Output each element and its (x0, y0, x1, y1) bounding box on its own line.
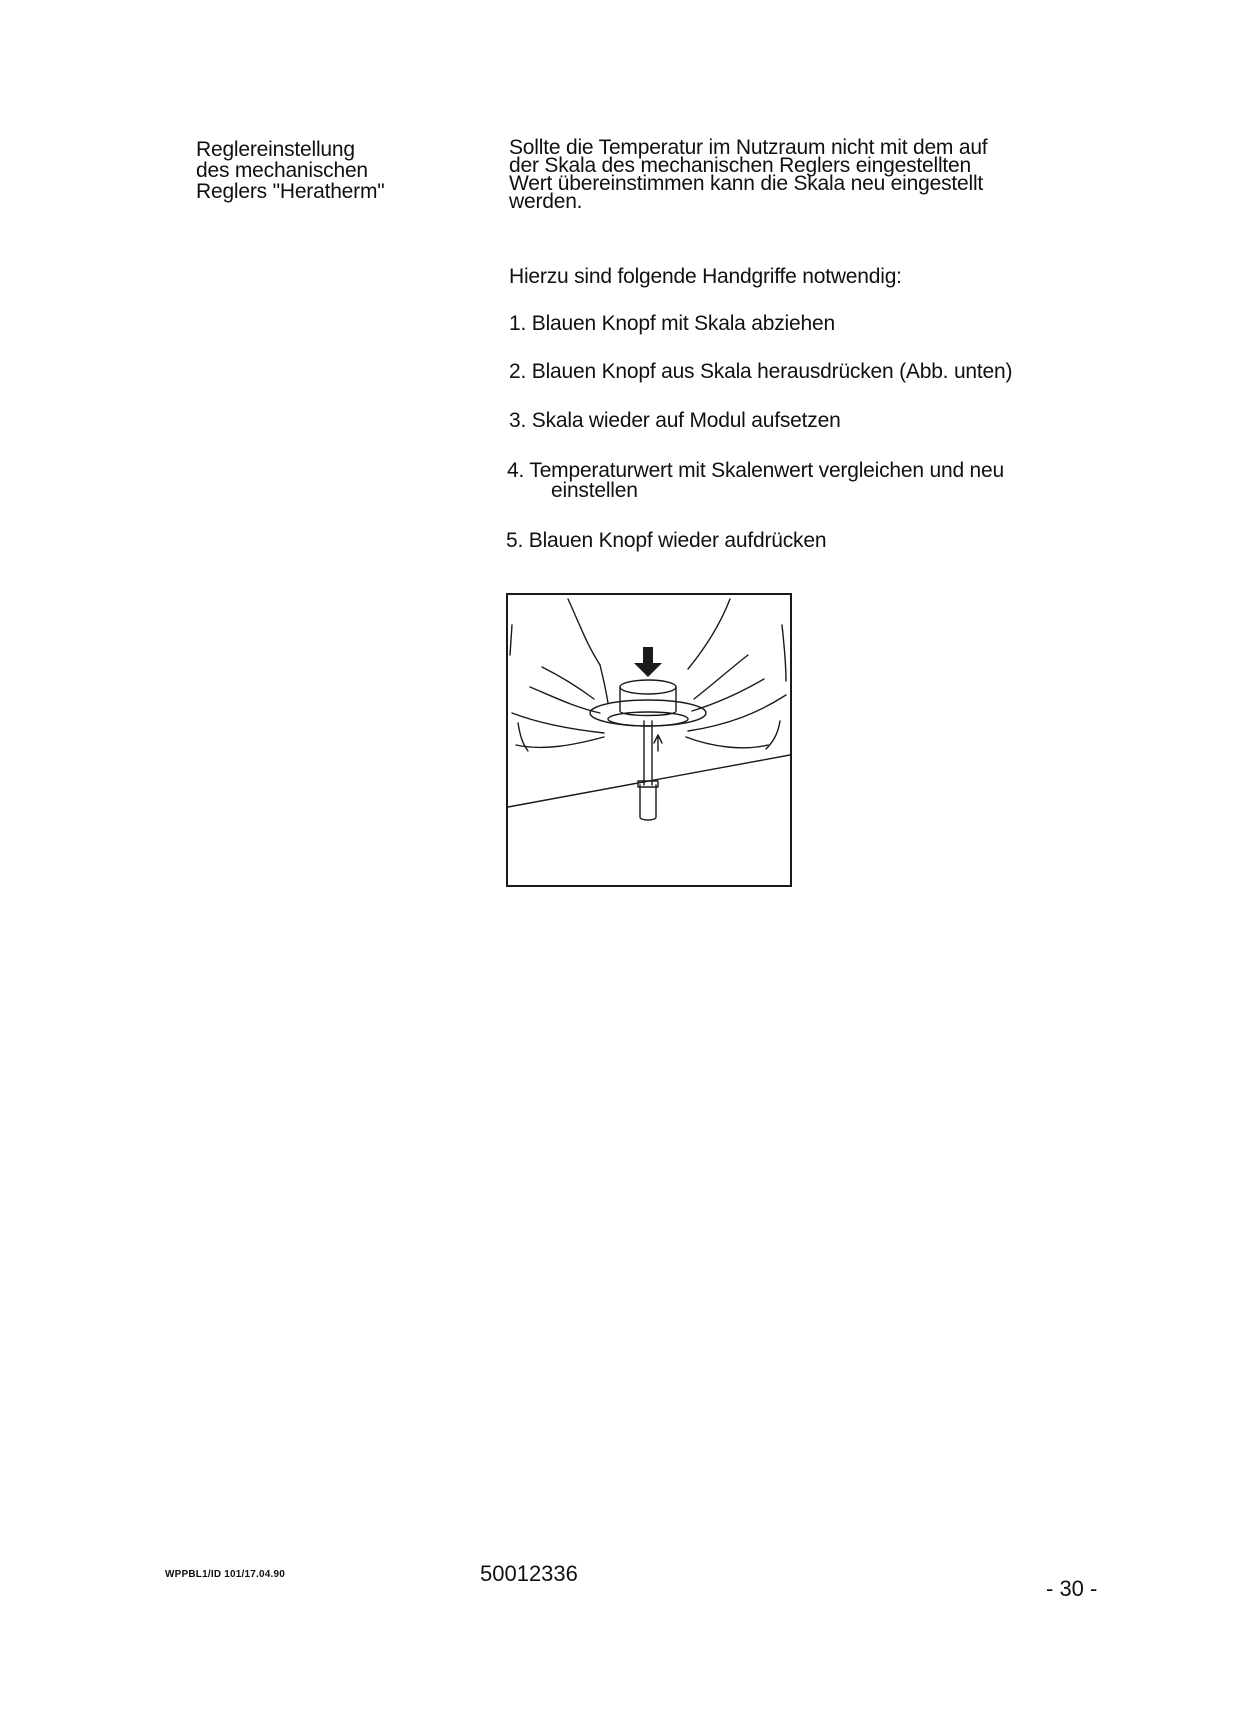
illustration-figure (506, 593, 792, 887)
step-number: 2. (509, 360, 527, 383)
down-arrow-icon (634, 647, 662, 677)
step-text: Blauen Knopf mit Skala abziehen (531, 312, 835, 335)
step-2 (509, 362, 1012, 382)
step-5 (506, 531, 826, 551)
intro-line: Sollte die Temperatur im Nutzraum nicht mit dem auf (509, 136, 988, 159)
heading-line: Reglers "Heratherm" (196, 180, 385, 203)
scale-ring (590, 700, 706, 726)
document-code: WPPBL1/ID 101/17.04.90 (165, 1569, 286, 1580)
step-text: Blauen Knopf wieder aufdrücken (528, 529, 827, 552)
intro-paragraph (509, 136, 1099, 213)
step-number: 1. (509, 312, 527, 335)
step-4 (507, 461, 1004, 501)
section-heading (196, 139, 456, 202)
knob-removal-illustration (508, 595, 790, 885)
step-3 (509, 411, 841, 431)
step-number: 4. (507, 459, 525, 482)
heading-line: des mechanischen (196, 159, 368, 182)
step-text-continued: einstellen (551, 479, 638, 502)
step-text: Skala wieder auf Modul aufsetzen (531, 409, 841, 432)
step-text: Blauen Knopf aus Skala herausdrücken (Abb. unten) (531, 360, 1013, 383)
instructions-line: Hierzu sind folgende Handgriffe notwendig: (509, 265, 902, 288)
intro-line: der Skala des mechanischen Reglers eingestellten (509, 154, 972, 177)
step-number: 3. (509, 409, 527, 432)
intro-line: werden. (509, 190, 583, 213)
step-number: 5. (506, 529, 524, 552)
step-1 (509, 314, 835, 334)
page-number: - 30 - (1046, 1576, 1098, 1601)
step-text: Temperaturwert mit Skalenwert vergleichen und neu (529, 459, 1004, 482)
intro-line: Wert übereinstimmen kann die Skala neu eingestellt (509, 172, 984, 195)
document-number: 50012336 (480, 1561, 578, 1586)
heading-line: Reglereinstellung (196, 138, 355, 161)
